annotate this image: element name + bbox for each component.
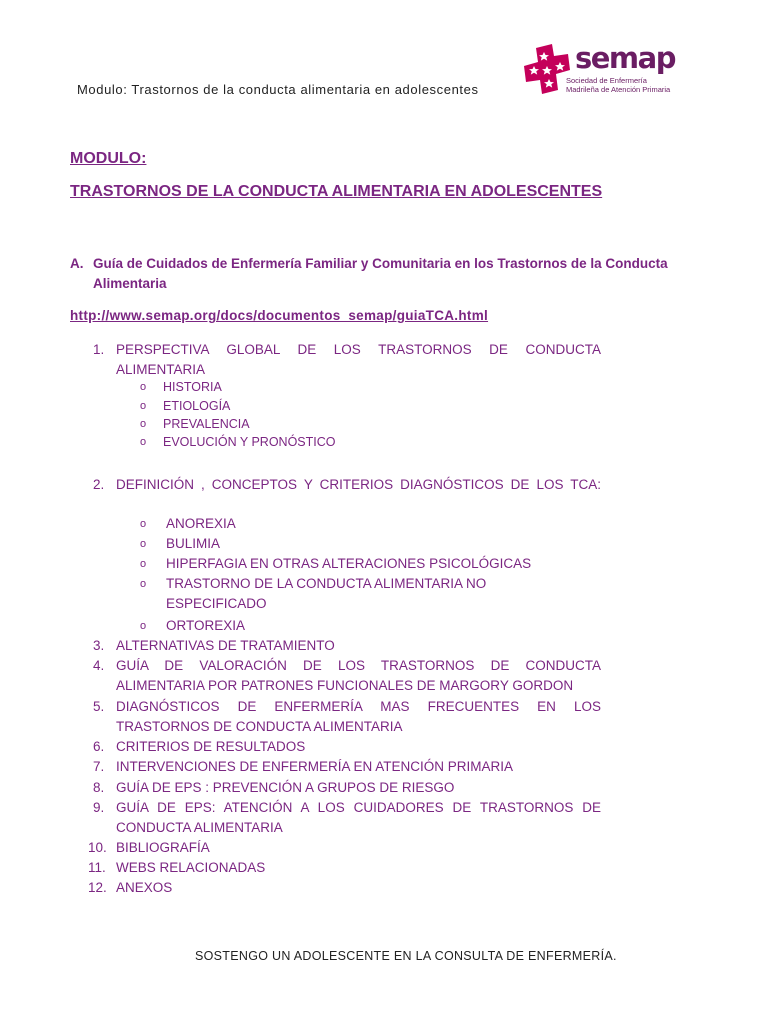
semap-cross-icon: [522, 44, 572, 100]
semap-logo: [522, 41, 687, 100]
module-label: MODULO:: [70, 150, 147, 167]
item-text: ANEXOS: [116, 880, 173, 895]
item-number: 6.: [93, 739, 105, 754]
item-number: 9.: [93, 800, 105, 815]
item-text: ALTERNATIVAS DE TRATAMIENTO: [116, 638, 335, 653]
item-number: 3.: [93, 638, 105, 653]
list-item-4: [93, 656, 601, 696]
bullet-icon: o: [140, 400, 147, 412]
item-number: 12.: [88, 880, 107, 895]
section-a: [70, 254, 690, 294]
sub-item: o ANOREXIA: [140, 514, 236, 534]
logo-subtitle-line1: Sociedad de Enfermería: [566, 76, 647, 85]
footer-caption: SOSTENGO UN ADOLESCENTE EN LA CONSULTA DE ENFERMERÍA.: [195, 949, 617, 963]
list-item-5: [93, 697, 601, 737]
bullet-icon: o: [140, 381, 147, 393]
sub-item: o TRASTORNO DE LA CONDUCTA ALIMENTARIA NO ESPECIFICADO: [140, 576, 487, 612]
item-text: CRITERIOS DE RESULTADOS: [116, 739, 306, 754]
item-number: 8.: [93, 780, 105, 795]
sub-item: o ETIOLOGÍA: [140, 399, 231, 413]
item-text: INTERVENCIONES DE ENFERMERÍA EN ATENCIÓN PRIMARIA: [116, 759, 514, 774]
section-heading: Guía de Cuidados de Enfermería Familiar y Comunitaria en los Trastornos de la Conducta Alimentaria: [93, 256, 668, 291]
module-title: TRASTORNOS DE LA CONDUCTA ALIMENTARIA EN ADOLESCENTES: [70, 183, 603, 200]
list-item-8: [93, 778, 601, 798]
sub-item: o HISTORIA: [140, 380, 222, 394]
list-item-10: [88, 838, 596, 858]
sub-item: o EVOLUCIÓN Y PRONÓSTICO: [140, 435, 336, 449]
section-letter: A.: [70, 256, 84, 271]
sub-item: o BULIMIA: [140, 534, 220, 554]
sub-item: o ORTOREXIA: [140, 616, 245, 636]
list-item-7: [93, 757, 601, 777]
item-text: GUÍA DE EPS: ATENCIÓN A LOS CUIDADORES DE TRASTORNOS DE CONDUCTA ALIMENTARIA: [116, 800, 601, 836]
item-text: PERSPECTIVA GLOBAL DE LOS TRASTORNOS DE CONDUCTA ALIMENTARIA: [116, 342, 601, 378]
bullet-icon: o: [140, 620, 147, 632]
bullet-icon: o: [140, 518, 147, 530]
list-item-2: [93, 475, 601, 495]
bullet-icon: o: [140, 418, 147, 430]
sub-item: o HIPERFAGIA EN OTRAS ALTERACIONES PSICOLÓGICAS: [140, 554, 531, 574]
item-number: 1.: [93, 342, 105, 357]
bullet-icon: o: [140, 578, 147, 590]
list-item-3: [93, 636, 601, 656]
list-item-9: [93, 798, 601, 838]
item-text: WEBS RELACIONADAS: [116, 860, 266, 875]
list-item-12: [88, 878, 596, 898]
list-item-11: [88, 858, 596, 878]
item-number: 4.: [93, 658, 105, 673]
running-header: Modulo: Trastornos de la conducta alimentaria en adolescentes: [77, 82, 479, 97]
sub-item: o PREVALENCIA: [140, 417, 250, 431]
bullet-icon: o: [140, 538, 147, 550]
item-number: 11.: [88, 860, 106, 875]
item-number: 5.: [93, 699, 105, 714]
item-number: 10.: [88, 840, 107, 855]
bullet-icon: o: [140, 558, 147, 570]
item-text: GUÍA DE VALORACIÓN DE LOS TRASTORNOS DE CONDUCTA ALIMENTARIA POR PATRONES FUNCIONALES DE MARGORY GORDON: [116, 658, 601, 694]
bullet-icon: o: [140, 436, 147, 448]
guide-link[interactable]: http://www.semap.org/docs/documentos_semap/guiaTCA.html: [70, 308, 489, 323]
list-item-6: [93, 737, 601, 757]
item-text: BIBLIOGRAFÍA: [116, 840, 210, 855]
logo-wordmark: semap: [575, 41, 675, 75]
item-number: 2.: [93, 477, 105, 492]
item-text: DEFINICIÓN , CONCEPTOS Y CRITERIOS DIAGNÓSTICOS DE LOS TCA:: [116, 477, 601, 492]
item-text: DIAGNÓSTICOS DE ENFERMERÍA MAS FRECUENTES EN LOS TRASTORNOS DE CONDUCTA ALIMENTARIA: [116, 699, 601, 735]
item-text: GUÍA DE EPS : PREVENCIÓN A GRUPOS DE RIESGO: [116, 780, 455, 795]
logo-subtitle-line2: Madrileña de Atención Primaria: [566, 85, 671, 94]
item-number: 7.: [93, 759, 105, 774]
list-item-1: [93, 340, 601, 380]
